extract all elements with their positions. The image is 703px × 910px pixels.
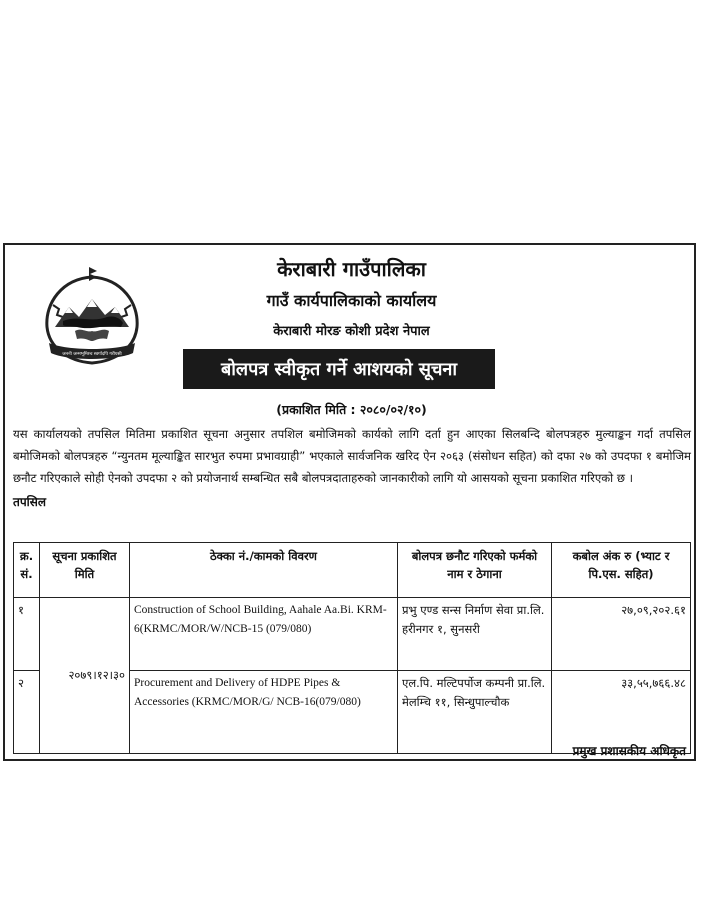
org-name: केराबारी गाउँपालिका [277,257,426,281]
row-amount: ३३,५५,७६६.४८ [552,671,691,754]
table-header-row [14,543,691,598]
row-work-description: Procurement and Delivery of HDPE Pipes & Accessories (KRMC/MOR/G/ NCB-16(079/080) [130,671,398,754]
schedule-label: तपसिल [13,495,47,509]
office-address: केराबारी मोरङ कोशी प्रदेश नेपाल [273,324,430,339]
published-date: (प्रकाशित मिति : २०८०/०२/१०) [276,402,427,417]
notice-title: बोलपत्र स्वीकृत गर्ने आशयको सूचना [220,359,458,380]
notice-box [3,243,696,761]
header-work: ठेक्का नं./कामको विवरण [130,543,398,598]
table-row [14,598,691,671]
row-sn: २ [14,671,40,754]
svg-text:जननी जन्मभूमिश्च स्वर्गादपि गर: जननी जन्मभूमिश्च स्वर्गादपि गरीयसी [62,352,122,357]
row-published-date: २०७९।१२।३० [40,598,130,754]
row-work-description: Construction of School Building, Aahale Aa.Bi. KRM-6(KRMC/MOR/W/NCB-15 (079/080) [130,598,398,671]
header-bidder: बोलपत्र छनौट गरिएको फर्मको नाम र ठेगाना [398,543,552,598]
row-amount: २७,०९,२०२.६१ [552,598,691,671]
row-bidder: एल.पि. मल्टिपर्पोज कम्पनी प्रा.लि. मेलम्चि ११, सिन्धुपाल्चौक [398,671,552,754]
signatory: प्रमुख प्रशासकीय अधिकृत [572,744,686,758]
header-amount: कबोल अंक रु (भ्याट र पि.एस. सहित) [552,543,691,598]
notice-paragraph: यस कार्यालयको तपसिल मितिमा प्रकाशित सूचना अनुसार तपशिल बमोजिमको कार्यको लागि दर्ता हुन आएका सिलबन्दि बोलपत्रहरु मुल्याङ्कन गर्दा तपसिल बमोजिमको बोलपत्रहरु “न्युनतम मूल्याङ्कित सारभुत रुपमा प्रभावग्राही” भएकाले सार्वजनिक खरिद ऐन २०६३ (संसोधन सहित) को दफा २७ को उपदफा १ बमोजिम छनौट गरिएकाले सोही ऐनको उपदफा २ को प्रयोजनार्थ सम्बन्धित सबै बोलपत्रदाताहरुको जानकारीको लागि यो आसयको सूचना प्रकाशित गरिएको छ । [13,427,691,485]
row-bidder: प्रभु एण्ड सन्स निर्माण सेवा प्रा.लि. हरीनगर १, सुनसरी [398,598,552,671]
notice-title-banner [183,349,495,389]
header-date: सूचना प्रकाशित मिति [40,543,130,598]
bid-table [13,542,691,754]
row-sn: १ [14,598,40,671]
header-sn: क्र. सं. [14,543,40,598]
office-name: गाउँ कार्यपालिकाको कार्यालय [266,291,437,310]
